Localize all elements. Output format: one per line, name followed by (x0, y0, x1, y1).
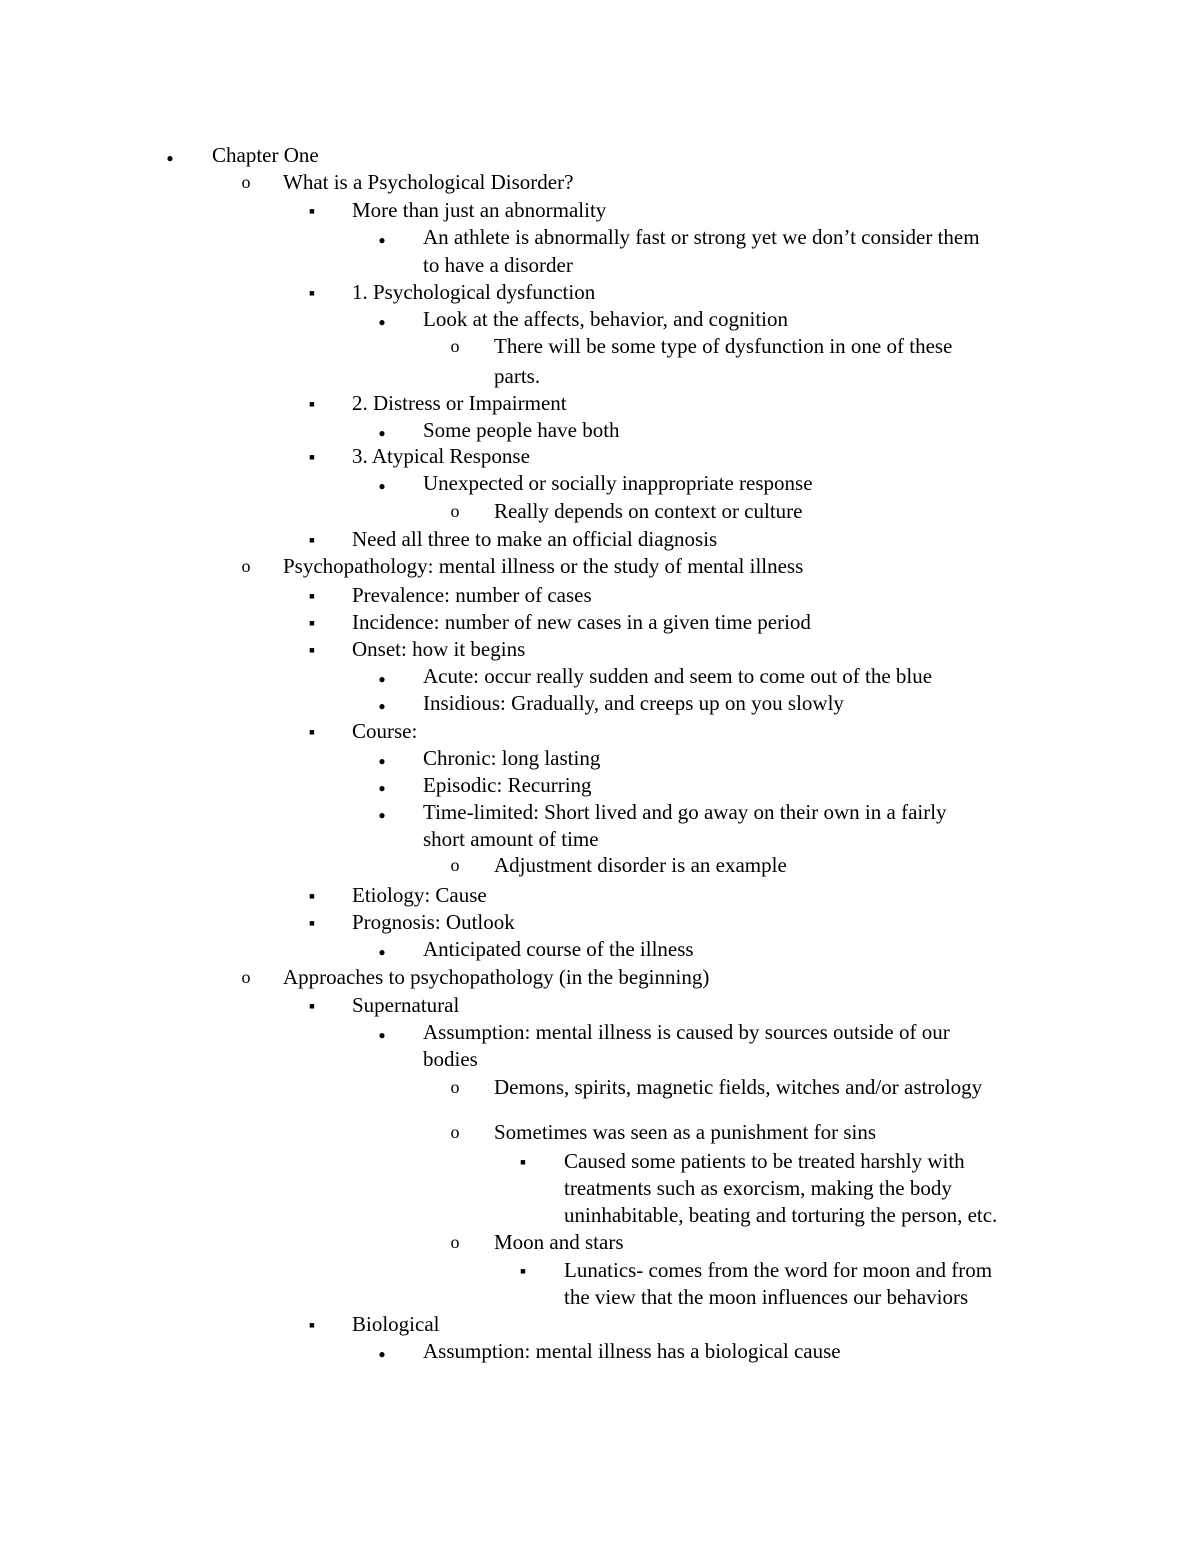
bullet-square-icon (302, 197, 322, 225)
bullet-square-icon (302, 1311, 322, 1339)
outline-item-text: Acute: occur really sudden and seem to come out of the blue (423, 664, 933, 688)
outline-item-text: Chronic: long lasting (423, 746, 601, 770)
bullet-disc-icon (372, 936, 392, 966)
bullet-square-icon (302, 390, 322, 418)
outline-item-text: Need all three to make an official diagnosis (352, 527, 718, 551)
bullet-disc-icon (372, 470, 392, 500)
outline-item-text: Some people have both (423, 418, 620, 442)
outline-item-text: Chapter One (212, 143, 319, 167)
outline-item-text: Assumption: mental illness has a biological cause (423, 1339, 841, 1363)
outline-item-text: 3. Atypical Response (352, 444, 530, 468)
outline-item-text: There will be some type of dysfunction in one of these (494, 334, 953, 358)
outline-item-text: Anticipated course of the illness (423, 937, 694, 961)
bullet-square-icon (513, 1257, 533, 1285)
bullet-circle-icon: o (450, 501, 460, 521)
outline-item-text: 1. Psychological dysfunction (352, 280, 596, 304)
outline-item-text: Lunatics- comes from the word for moon and from (564, 1258, 993, 1282)
outline-item-text: Onset: how it begins (352, 637, 526, 661)
outline-item-text: More than just an abnormality (352, 198, 607, 222)
outline-item-text: to have a disorder (423, 253, 573, 277)
bullet-disc-icon (372, 772, 392, 802)
bullet-disc-icon (160, 142, 180, 172)
outline-item-text: Demons, spirits, magnetic fields, witches and/or astrology (494, 1075, 983, 1099)
bullet-disc-icon (372, 745, 392, 775)
bullet-disc-icon (372, 663, 392, 693)
bullet-circle-icon: o (241, 967, 251, 987)
bullet-disc-icon (372, 306, 392, 336)
outline-item-text: Caused some patients to be treated harshly with (564, 1149, 965, 1173)
outline-item-text: Psychopathology: mental illness or the study of mental illness (283, 554, 804, 578)
bullet-square-icon (302, 909, 322, 937)
bullet-circle-icon: o (450, 1077, 460, 1097)
bullet-square-icon (302, 636, 322, 664)
bullet-disc-icon (372, 799, 392, 829)
outline-item-text: Insidious: Gradually, and creeps up on you slowly (423, 691, 844, 715)
outline-item-text: the view that the moon influences our behaviors (564, 1285, 969, 1309)
outline-item-text: Really depends on context or culture (494, 499, 803, 523)
outline-item-text: Prognosis: Outlook (352, 910, 515, 934)
outline-item-text: Assumption: mental illness is caused by sources outside of our (423, 1020, 950, 1044)
outline-item-text: Biological (352, 1312, 440, 1336)
outline-item-text: An athlete is abnormally fast or strong yet we don’t consider them (423, 225, 980, 249)
outline-item-text: Look at the affects, behavior, and cognition (423, 307, 788, 331)
bullet-circle-icon: o (241, 172, 251, 192)
outline-item-text: Time-limited: Short lived and go away on their own in a fairly (423, 800, 947, 824)
bullet-circle-icon: o (450, 336, 460, 356)
bullet-square-icon (302, 526, 322, 554)
bullet-square-icon (302, 443, 322, 471)
outline-item-text: parts. (494, 364, 541, 388)
outline-item-text: What is a Psychological Disorder? (283, 170, 574, 194)
bullet-square-icon (513, 1148, 533, 1176)
outline-item-text: Incidence: number of new cases in a given time period (352, 610, 811, 634)
bullet-circle-icon: o (450, 1122, 460, 1142)
bullet-square-icon (302, 992, 322, 1020)
bullet-square-icon (302, 279, 322, 307)
bullet-square-icon (302, 882, 322, 910)
outline-item-text: Moon and stars (494, 1230, 624, 1254)
bullet-circle-icon: o (241, 556, 251, 576)
bullet-disc-icon (372, 690, 392, 720)
bullet-square-icon (302, 609, 322, 637)
outline-item-text: Adjustment disorder is an example (494, 853, 787, 877)
bullet-square-icon (302, 582, 322, 610)
outline-item-text: Supernatural (352, 993, 460, 1017)
outline-item-text: short amount of time (423, 827, 599, 851)
bullet-disc-icon (372, 1338, 392, 1368)
bullet-circle-icon: o (450, 855, 460, 875)
bullet-disc-icon (372, 224, 392, 254)
outline-item-text: Etiology: Cause (352, 883, 487, 907)
outline-item-text: Prevalence: number of cases (352, 583, 592, 607)
outline-item-text: Approaches to psychopathology (in the beginning) (283, 965, 710, 989)
outline-item-text: 2. Distress or Impairment (352, 391, 567, 415)
outline-item-text: treatments such as exorcism, making the body (564, 1176, 952, 1200)
outline-item-text: Unexpected or socially inappropriate response (423, 471, 813, 495)
bullet-disc-icon (372, 1019, 392, 1049)
outline-item-text: Sometimes was seen as a punishment for sins (494, 1120, 877, 1144)
bullet-square-icon (302, 718, 322, 746)
outline-item-text: Course: (352, 719, 418, 743)
outline-item-text: uninhabitable, beating and torturing the person, etc. (564, 1203, 998, 1227)
outline-item-text: bodies (423, 1047, 478, 1071)
bullet-circle-icon: o (450, 1232, 460, 1252)
outline-item-text: Episodic: Recurring (423, 773, 592, 797)
